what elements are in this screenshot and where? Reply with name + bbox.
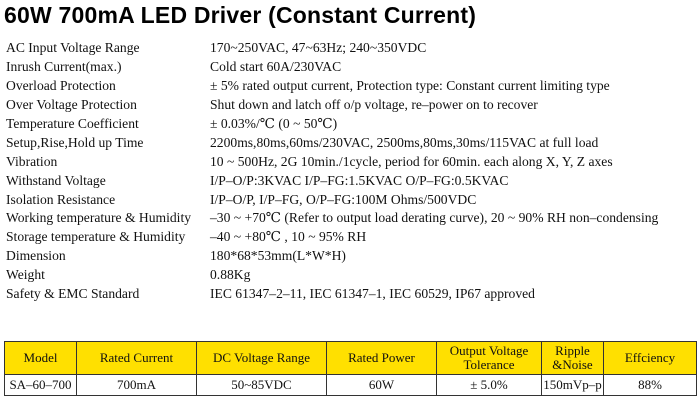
spec-value: 0.88Kg	[210, 267, 251, 283]
table-cell: 88%	[604, 375, 697, 396]
page-title: 60W 700mA LED Driver (Constant Current)	[4, 2, 477, 28]
spec-value: 180*68*53mm(L*W*H)	[210, 248, 346, 264]
spec-label: Vibration	[6, 153, 58, 169]
column-header-text: Tolerance	[463, 357, 515, 372]
column-header	[77, 342, 197, 375]
spec-row	[6, 247, 696, 266]
column-header-text: &Noise	[552, 357, 593, 372]
spec-value: 10 ~ 500Hz, 2G 10min./1cycle, period for 60min. each along X, Y, Z axes	[210, 153, 613, 169]
spec-value: I/P–O/P, I/P–FG, O/P–FG:100M Ohms/500VDC	[210, 191, 477, 207]
spec-row	[6, 39, 696, 58]
spec-label: Storage temperature & Humidity	[6, 229, 186, 245]
table-cell: 150mVp–p	[542, 375, 604, 396]
spec-row	[6, 134, 696, 153]
spec-value: 170~250VAC, 47~63Hz; 240~350VDC	[210, 40, 427, 55]
spec-label: Isolation Resistance	[6, 191, 116, 207]
spec-row	[6, 228, 696, 247]
spec-value: Shut down and latch off o/p voltage, re–power on to recover	[210, 96, 538, 112]
spec-label: Working temperature & Humidity	[6, 210, 192, 226]
column-header-text: Output Voltage	[449, 343, 529, 358]
spec-label: Setup,Rise,Hold up Time	[6, 134, 144, 150]
spec-label: Overload Protection	[6, 77, 116, 93]
spec-row	[6, 266, 696, 285]
table-cell: SA–60–700	[5, 375, 77, 396]
column-header	[542, 342, 604, 375]
spec-label: Dimension	[6, 248, 66, 264]
spec-value: –40 ~ +80℃ , 10 ~ 95% RH	[210, 229, 367, 245]
spec-list	[6, 39, 696, 304]
model-table	[4, 341, 697, 396]
spec-label: Safety & EMC Standard	[6, 286, 140, 302]
column-header	[604, 342, 697, 375]
column-header	[197, 342, 327, 375]
table-row	[5, 375, 697, 396]
spec-row	[6, 58, 696, 77]
spec-row	[6, 285, 696, 304]
spec-value: Cold start 60A/230VAC	[210, 58, 342, 74]
spec-label: Temperature Coefficient	[6, 115, 139, 131]
table-cell: 50~85VDC	[197, 375, 327, 396]
spec-row	[6, 172, 696, 191]
column-header-text: DC Voltage Range	[212, 350, 310, 365]
column-header-text: Model	[23, 350, 58, 365]
spec-label: Inrush Current(max.)	[6, 58, 122, 74]
table-cell: 700mA	[77, 375, 197, 396]
spec-value: ± 0.03%/℃ (0 ~ 50℃)	[210, 115, 338, 131]
spec-row	[6, 191, 696, 210]
spec-label: Weight	[6, 267, 45, 283]
column-header-text: Rated Power	[348, 350, 415, 365]
spec-row	[6, 153, 696, 172]
column-header	[5, 342, 77, 375]
spec-value: ± 5% rated output current, Protection type: Constant current limiting type	[210, 77, 610, 93]
column-header-text: Rated Current	[99, 350, 174, 365]
table-cell: ± 5.0%	[437, 375, 542, 396]
spec-label: Over Voltage Protection	[6, 96, 137, 112]
spec-value: –30 ~ +70℃ (Refer to output load derating curve), 20 ~ 90% RH non–condensing	[210, 210, 659, 226]
table-cell: 60W	[327, 375, 437, 396]
spec-row	[6, 209, 696, 228]
spec-label: AC Input Voltage Range	[6, 40, 140, 55]
table-header-row	[5, 342, 697, 375]
column-header	[437, 342, 542, 375]
column-header	[327, 342, 437, 375]
spec-value: IEC 61347–2–11, IEC 61347–1, IEC 60529, IP67 approved	[210, 286, 535, 302]
column-header-text: Ripple	[555, 343, 590, 358]
spec-row	[6, 96, 696, 115]
spec-label: Withstand Voltage	[6, 172, 106, 188]
spec-row	[6, 77, 696, 96]
spec-value: 2200ms,80ms,60ms/230VAC, 2500ms,80ms,30ms/115VAC at full load	[210, 134, 599, 150]
column-header-text: Effciency	[624, 350, 676, 365]
spec-value: I/P–O/P:3KVAC I/P–FG:1.5KVAC O/P–FG:0.5KVAC	[210, 172, 509, 188]
spec-row	[6, 115, 696, 134]
